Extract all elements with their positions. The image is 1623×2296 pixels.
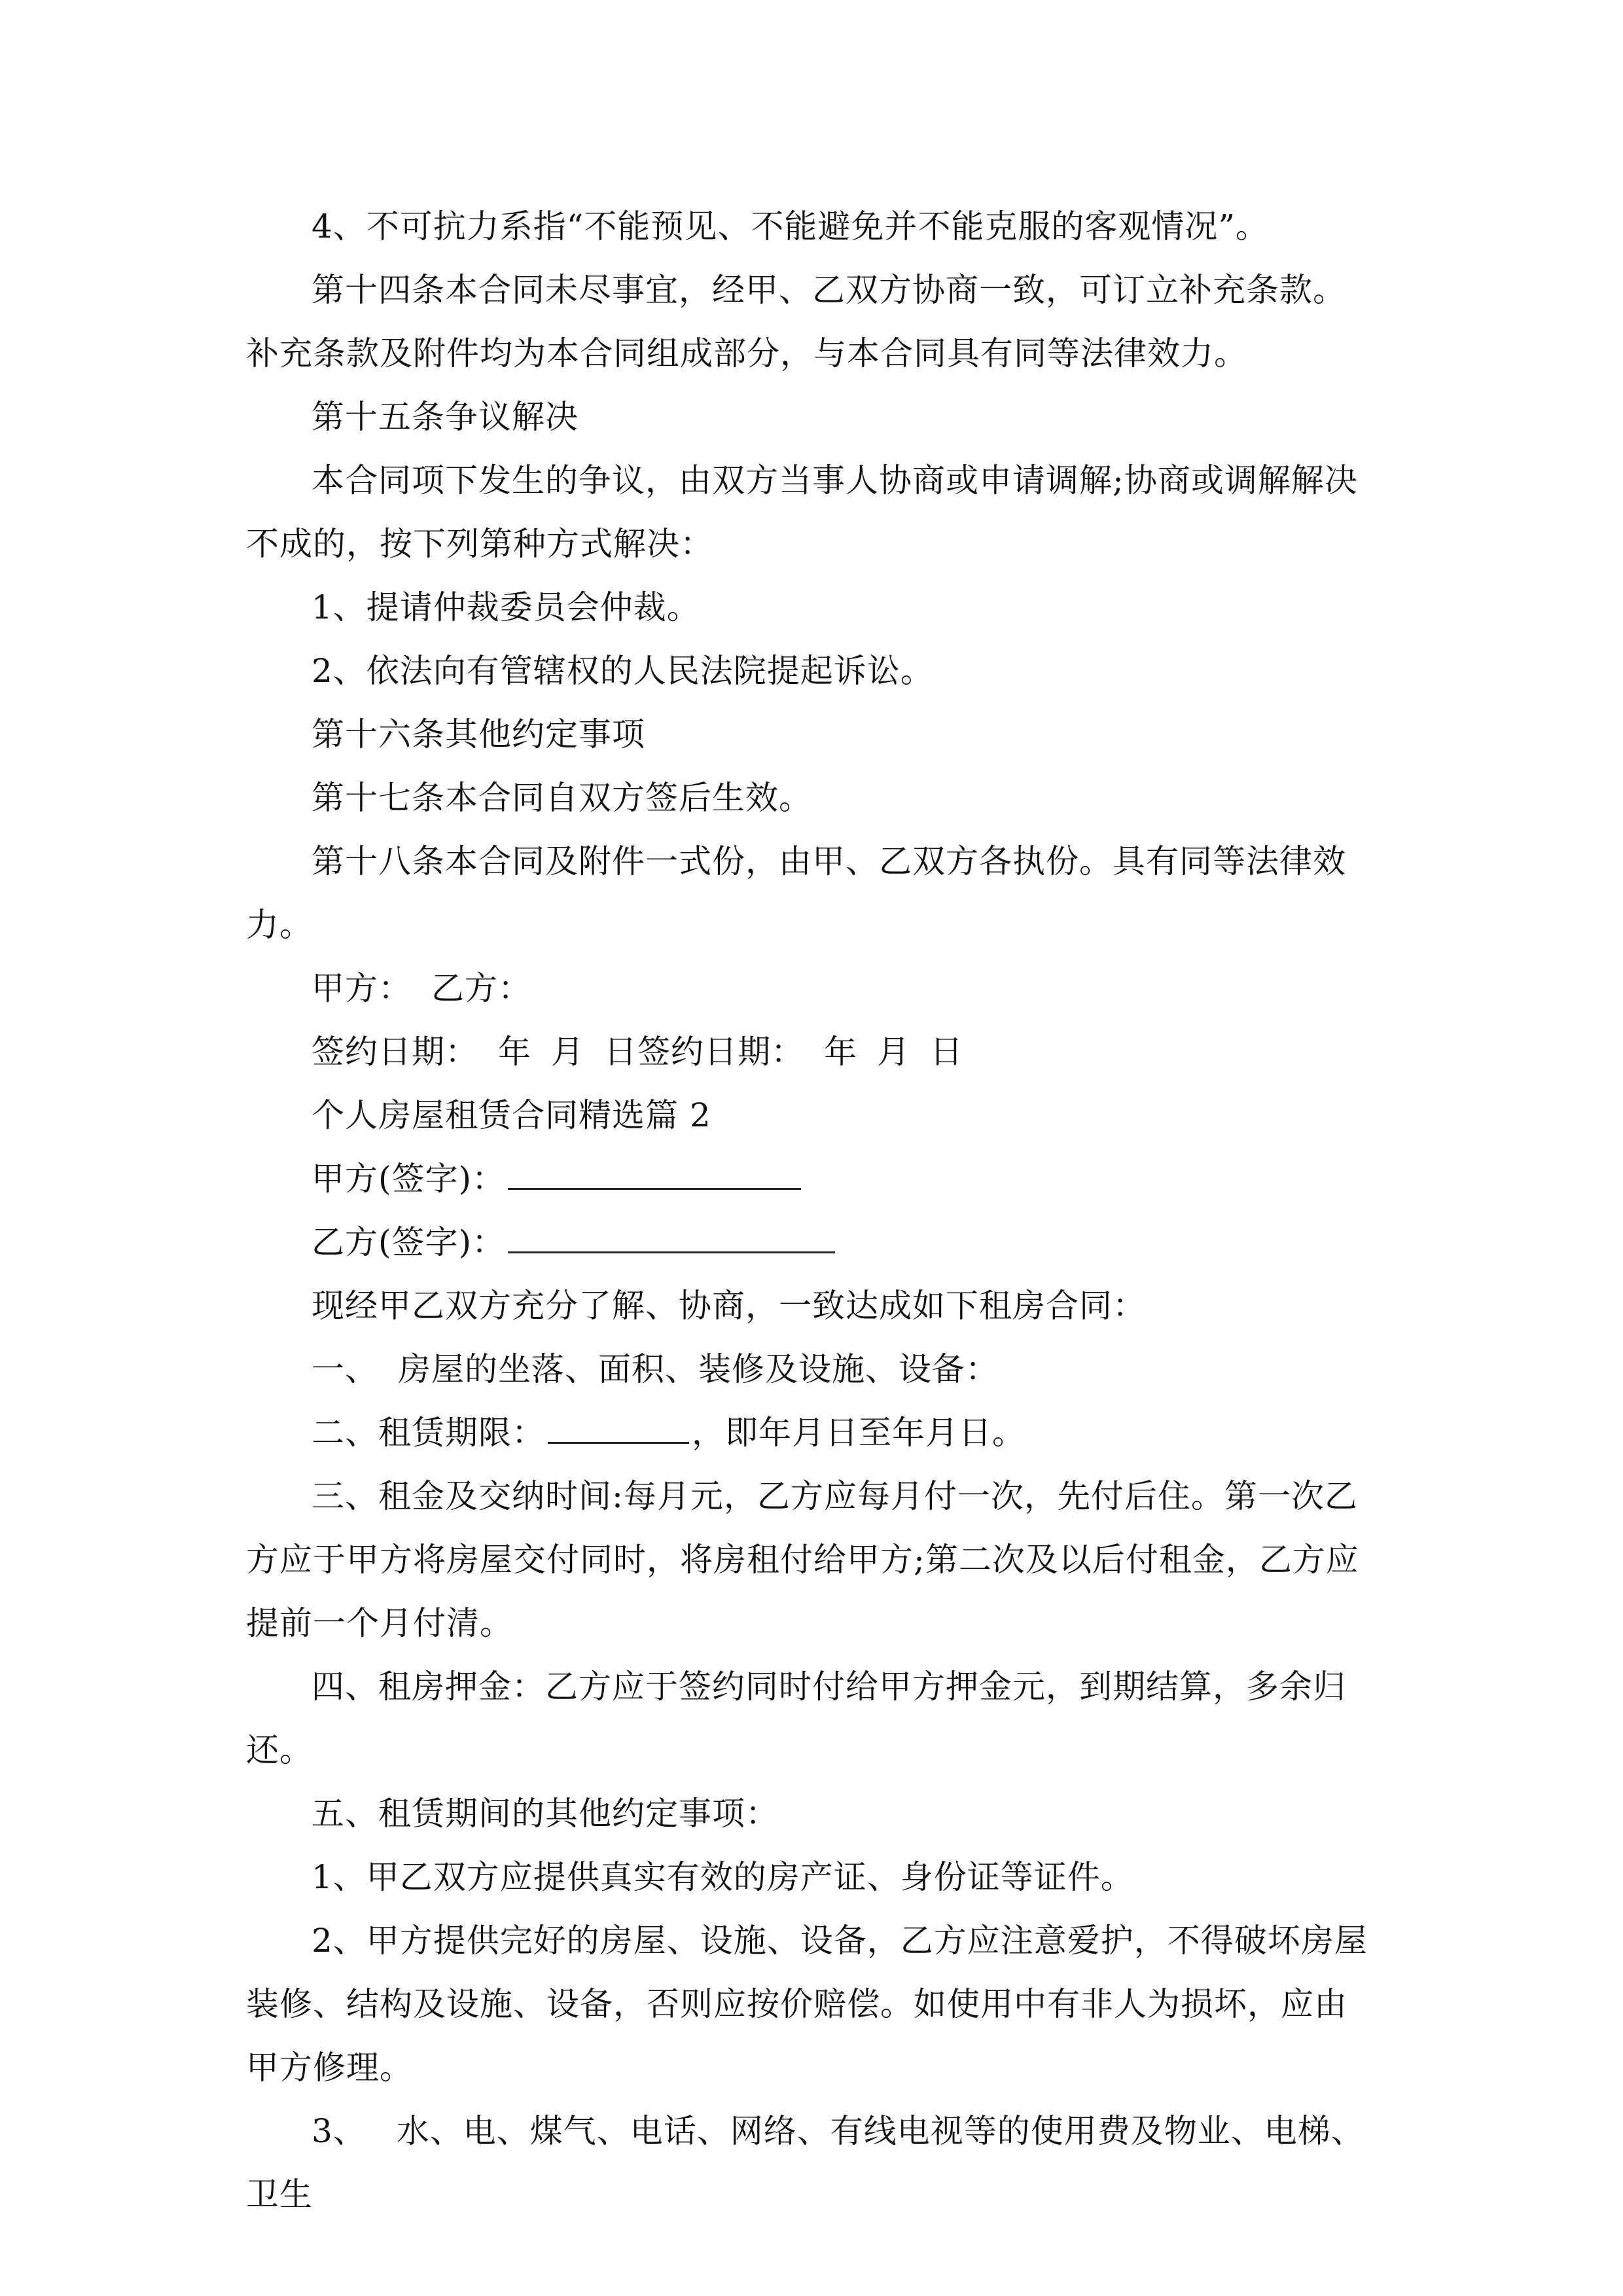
- party-a-label: 甲方：: [312, 969, 412, 1007]
- party-a-signature-label: 甲方(签字)：: [312, 1160, 506, 1198]
- clause-five-item-1: 1、甲乙双方应提供真实有效的房产证、身份证等证件。: [312, 1858, 1134, 1896]
- party-a-signature-blank: [508, 1151, 801, 1190]
- clause-two-suffix: ，即年月日至年月日。: [692, 1414, 1026, 1452]
- party-b-signature-line: [246, 1211, 1378, 1274]
- section-title: 个人房屋租赁合同精选篇 2: [312, 1096, 711, 1134]
- clause-two: [246, 1401, 1378, 1465]
- sign-date-label-2: 签约日期：: [637, 1033, 804, 1071]
- document-body: [246, 195, 1378, 2227]
- clause-one-text: 房屋的坐落、面积、装修及设施、设备：: [398, 1350, 999, 1388]
- clause-five-item-3-number: 3、: [312, 2112, 366, 2150]
- clause-one-number: 一、: [312, 1350, 378, 1388]
- lease-term-blank: [548, 1405, 689, 1444]
- paragraph-article-16: 第十六条其他约定事项: [312, 715, 645, 753]
- paragraph-article-18: 第十八条本合同及附件一式份，由甲、乙双方各执份。具有同等法律效力。: [246, 842, 1346, 944]
- sign-year: 年: [498, 1033, 531, 1071]
- paragraph-article-15-title: 第十五条争议解决: [312, 398, 579, 436]
- party-a-signature-line: [246, 1147, 1378, 1211]
- sign-month-2: 月: [877, 1033, 910, 1071]
- sign-year-2: 年: [824, 1033, 857, 1071]
- sign-day-2: 日: [930, 1033, 963, 1071]
- paragraph-force-majeure: 4、不可抗力系指“不能预见、不能避免并不能克服的客观情况”。: [312, 207, 1269, 245]
- sign-day: 日: [604, 1033, 637, 1071]
- sign-month: 月: [551, 1033, 584, 1071]
- clause-three-rent: 三、租金及交纳时间:每月元，乙方应每月付一次，先付后住。第一次乙方应于甲方将房屋交付同时，将房租付给甲方;第二次及以后付租金，乙方应提前一个月付清。: [246, 1477, 1359, 1642]
- clause-four-deposit: 四、租房押金：乙方应于签约同时付给甲方押金元，到期结算，多余归还。: [246, 1668, 1346, 1769]
- paragraph-article-17: 第十七条本合同自双方签后生效。: [312, 779, 812, 817]
- clause-five-item-3-text: 水、电、煤气、电话、网络、有线电视等的使用费及物业、电梯、卫生: [246, 2112, 1364, 2214]
- party-b-signature-blank: [508, 1215, 835, 1253]
- party-b-signature-label: 乙方(签字)：: [312, 1223, 506, 1261]
- sign-date-label: 签约日期：: [312, 1033, 478, 1071]
- clause-five-title: 五、租赁期间的其他约定事项：: [312, 1795, 779, 1833]
- clause-one: [246, 1338, 1378, 1401]
- paragraph-article-14: 第十四条本合同未尽事宜，经甲、乙双方协商一致，可订立补充条款。补充条款及附件均为本合同组成部分，与本合同具有同等法律效力。: [246, 271, 1346, 372]
- paragraph-arbitration: 1、提请仲裁委员会仲裁。: [312, 588, 700, 626]
- party-b-label: 乙方：: [431, 969, 531, 1007]
- paragraph-dispute-resolution: 本合同项下发生的争议，由双方当事人协商或申请调解;协商或调解解决不成的，按下列第种方式解决：: [246, 461, 1358, 563]
- parties-line: [246, 957, 1378, 1020]
- paragraph-intro: 现经甲乙双方充分了解、协商，一致达成如下租房合同：: [312, 1287, 1146, 1325]
- sign-date-line: [246, 1020, 1378, 1084]
- paragraph-litigation: 2、依法向有管辖权的人民法院提起诉讼。: [312, 652, 934, 690]
- clause-five-item-3: [246, 2100, 1378, 2227]
- clause-two-prefix: 二、租赁期限：: [312, 1414, 545, 1452]
- clause-five-item-2: 2、甲方提供完好的房屋、设施、设备，乙方应注意爱护，不得破坏房屋装修、结构及设施、设备，否则应按价赔偿。如使用中有非人为损坏，应由甲方修理。: [246, 1922, 1368, 2087]
